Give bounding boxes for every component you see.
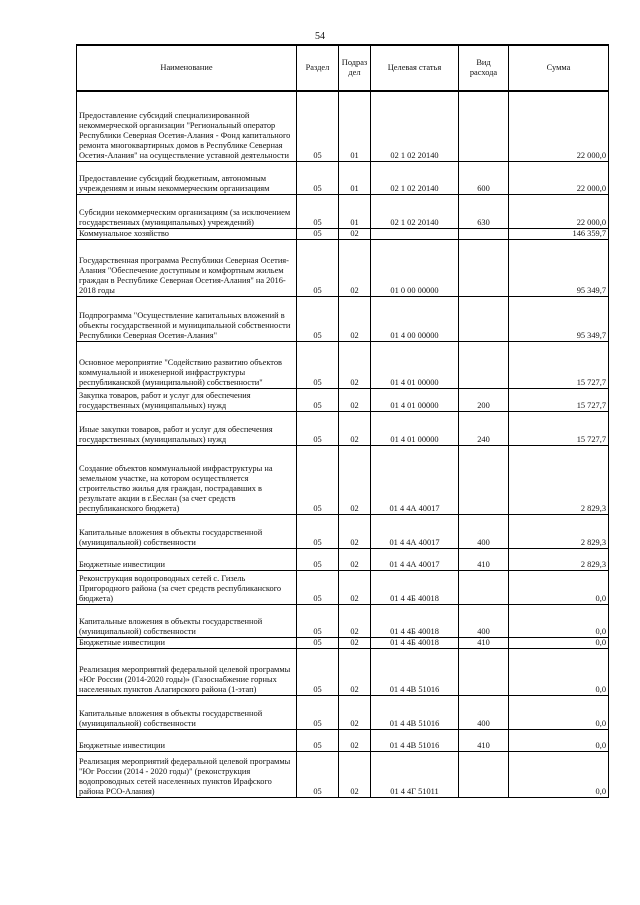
cell-name: Бюджетные инвестиции <box>77 548 297 570</box>
cell-type: 400 <box>459 514 509 548</box>
cell-type <box>459 570 509 604</box>
header-type-line2: расхода <box>469 68 498 77</box>
table-row <box>77 91 609 161</box>
cell-section: 05 <box>297 637 339 648</box>
cell-target: 01 4 01 00000 <box>371 388 459 411</box>
cell-sum: 2 829,3 <box>509 548 609 570</box>
cell-section: 05 <box>297 445 339 514</box>
cell-target: 01 4 4А 40017 <box>371 445 459 514</box>
table-row <box>77 729 609 751</box>
cell-type <box>459 445 509 514</box>
cell-target: 01 4 4Б 40018 <box>371 570 459 604</box>
cell-section: 05 <box>297 514 339 548</box>
cell-target: 01 4 4Г 51011 <box>371 751 459 797</box>
table-row <box>77 695 609 729</box>
cell-type: 410 <box>459 548 509 570</box>
cell-type <box>459 751 509 797</box>
cell-subsection: 02 <box>339 228 371 239</box>
page-number: 54 <box>315 31 325 42</box>
cell-sum: 95 349,7 <box>509 239 609 296</box>
cell-type <box>459 239 509 296</box>
table-row <box>77 388 609 411</box>
cell-name: Реализация мероприятий федеральной целевой программы "Юг России (2014 - 2020 годы)" (реконструкция водопроводных сетей населенных пунктов Ирафского района РСО-Алания) <box>77 751 297 797</box>
cell-target: 01 0 00 00000 <box>371 239 459 296</box>
table-row <box>77 548 609 570</box>
cell-sum: 22 000,0 <box>509 91 609 161</box>
cell-section: 05 <box>297 239 339 296</box>
cell-target: 01 4 4Б 40018 <box>371 637 459 648</box>
cell-name: Создание объектов коммунальной инфраструктуры на земельном участке, на котором осуществляется строительство жилья для граждан, пострадавших в результате акции в г.Беслан (за счет средств республиканского бюджета) <box>77 445 297 514</box>
cell-sum: 0,0 <box>509 604 609 637</box>
cell-sum: 0,0 <box>509 648 609 695</box>
cell-type: 630 <box>459 194 509 228</box>
cell-sum: 0,0 <box>509 729 609 751</box>
table-row <box>77 648 609 695</box>
cell-name: Основное мероприятие "Содействию развитию объектов коммунальной и инженерной инфраструктуры республиканской (муниципальной) собственности" <box>77 341 297 388</box>
cell-name: Капитальные вложения в объекты государственной (муниципальной) собственности <box>77 514 297 548</box>
table-row <box>77 751 609 797</box>
cell-section: 05 <box>297 411 339 445</box>
cell-target: 01 4 4Б 40018 <box>371 604 459 637</box>
header-subsection-line1: Подраз <box>341 58 368 68</box>
cell-sum: 0,0 <box>509 570 609 604</box>
cell-type: 200 <box>459 388 509 411</box>
cell-subsection: 02 <box>339 239 371 296</box>
cell-target: 01 4 4А 40017 <box>371 548 459 570</box>
cell-sum: 15 727,7 <box>509 341 609 388</box>
cell-subsection: 02 <box>339 341 371 388</box>
table-row <box>77 637 609 648</box>
cell-sum: 2 829,3 <box>509 445 609 514</box>
cell-name: Предоставление субсидий бюджетным, автономным учреждениям и иным некоммерческим организациям <box>77 161 297 194</box>
table-row <box>77 161 609 194</box>
cell-name: Реализация мероприятий федеральной целевой программы «Юг России (2014-2020 годы)» (Газоснабжение горных населенных пунктов Алагирского района (1-этап) <box>77 648 297 695</box>
cell-target: 01 4 01 00000 <box>371 411 459 445</box>
cell-target: 01 4 4А 40017 <box>371 514 459 548</box>
cell-sum: 2 829,3 <box>509 514 609 548</box>
cell-subsection: 02 <box>339 648 371 695</box>
cell-type: 400 <box>459 695 509 729</box>
cell-name: Коммунальное хозяйство <box>77 228 297 239</box>
cell-target <box>371 228 459 239</box>
cell-target: 01 4 01 00000 <box>371 341 459 388</box>
cell-target: 01 4 00 00000 <box>371 296 459 341</box>
table-row <box>77 341 609 388</box>
cell-section: 05 <box>297 729 339 751</box>
cell-section: 05 <box>297 604 339 637</box>
cell-subsection: 02 <box>339 514 371 548</box>
cell-name: Капитальные вложения в объекты государственной (муниципальной) собственности <box>77 604 297 637</box>
table-header-row <box>77 45 609 91</box>
cell-target: 01 4 4В 51016 <box>371 695 459 729</box>
cell-subsection: 01 <box>339 91 371 161</box>
cell-section: 05 <box>297 341 339 388</box>
cell-sum: 22 000,0 <box>509 194 609 228</box>
table-row <box>77 604 609 637</box>
cell-name: Подпрограмма "Осуществление капитальных вложений в объекты государственной и муниципальной собственности Республики Северная Осетия-Алания" <box>77 296 297 341</box>
cell-name: Капитальные вложения в объекты государственной (муниципальной) собственности <box>77 695 297 729</box>
cell-type: 240 <box>459 411 509 445</box>
table-row <box>77 296 609 341</box>
cell-name: Иные закупки товаров, работ и услуг для обеспечения государственных (муниципальных) нужд <box>77 411 297 445</box>
cell-section: 05 <box>297 161 339 194</box>
cell-target: 01 4 4В 51016 <box>371 648 459 695</box>
table-row <box>77 514 609 548</box>
header-subsection-line2: дел <box>348 68 361 77</box>
cell-target: 01 4 4В 51016 <box>371 729 459 751</box>
cell-subsection: 02 <box>339 604 371 637</box>
cell-subsection: 02 <box>339 445 371 514</box>
cell-target: 02 1 02 20140 <box>371 91 459 161</box>
table-body <box>77 91 609 797</box>
budget-table <box>76 44 609 798</box>
cell-type: 400 <box>459 604 509 637</box>
header-type-line1: Вид <box>476 58 491 68</box>
cell-type: 410 <box>459 637 509 648</box>
cell-section: 05 <box>297 548 339 570</box>
cell-subsection: 02 <box>339 388 371 411</box>
cell-section: 05 <box>297 751 339 797</box>
cell-section: 05 <box>297 228 339 239</box>
cell-sum: 15 727,7 <box>509 388 609 411</box>
cell-subsection: 02 <box>339 637 371 648</box>
cell-sum: 22 000,0 <box>509 161 609 194</box>
cell-subsection: 02 <box>339 570 371 604</box>
cell-type <box>459 341 509 388</box>
header-name: Наименование <box>77 45 297 91</box>
cell-name: Государственная программа Республики Северная Осетия-Алания "Обеспечение доступным и комфортным жильем граждан в Республике Северная Осетия-Алания" на 2016-2018 годы <box>77 239 297 296</box>
cell-name: Закупка товаров, работ и услуг для обеспечения государственных (муниципальных) нужд <box>77 388 297 411</box>
cell-subsection: 02 <box>339 411 371 445</box>
cell-sum: 146 359,7 <box>509 228 609 239</box>
header-target: Целевая статья <box>371 45 459 91</box>
cell-subsection: 02 <box>339 729 371 751</box>
cell-section: 05 <box>297 570 339 604</box>
cell-type <box>459 648 509 695</box>
cell-target: 02 1 02 20140 <box>371 161 459 194</box>
cell-subsection: 02 <box>339 751 371 797</box>
cell-target: 02 1 02 20140 <box>371 194 459 228</box>
cell-type <box>459 91 509 161</box>
table-row <box>77 570 609 604</box>
table-row <box>77 194 609 228</box>
cell-name: Субсидии некоммерческим организациям (за исключением государственных (муниципальных) учреждений) <box>77 194 297 228</box>
table-row <box>77 411 609 445</box>
cell-section: 05 <box>297 695 339 729</box>
cell-section: 05 <box>297 296 339 341</box>
cell-section: 05 <box>297 91 339 161</box>
cell-sum: 15 727,7 <box>509 411 609 445</box>
table-row <box>77 445 609 514</box>
cell-sum: 0,0 <box>509 751 609 797</box>
cell-section: 05 <box>297 388 339 411</box>
cell-type: 600 <box>459 161 509 194</box>
header-section: Раздел <box>297 45 339 91</box>
table-row <box>77 239 609 296</box>
cell-name: Бюджетные инвестиции <box>77 637 297 648</box>
cell-subsection: 01 <box>339 194 371 228</box>
cell-type <box>459 228 509 239</box>
cell-subsection: 02 <box>339 695 371 729</box>
header-sum: Сумма <box>509 45 609 91</box>
cell-sum: 0,0 <box>509 695 609 729</box>
cell-name: Предоставление субсидий специализированной некоммерческой организации "Региональный оператор Республики Северная Осетия-Алания - Фонд капитального ремонта многоквартирных домов в Республике Северная Осетия-Алания" на осуществление уставной деятельности <box>77 91 297 161</box>
cell-section: 05 <box>297 648 339 695</box>
cell-name: Реконструкция водопроводных сетей с. Гизель Пригородного района (за счет средств республиканского бюджета) <box>77 570 297 604</box>
cell-subsection: 01 <box>339 161 371 194</box>
cell-subsection: 02 <box>339 296 371 341</box>
cell-section: 05 <box>297 194 339 228</box>
table-row <box>77 228 609 239</box>
cell-sum: 0,0 <box>509 637 609 648</box>
header-subsection <box>339 45 371 91</box>
cell-sum: 95 349,7 <box>509 296 609 341</box>
cell-subsection: 02 <box>339 548 371 570</box>
cell-type <box>459 296 509 341</box>
cell-name: Бюджетные инвестиции <box>77 729 297 751</box>
cell-type: 410 <box>459 729 509 751</box>
header-type <box>459 45 509 91</box>
